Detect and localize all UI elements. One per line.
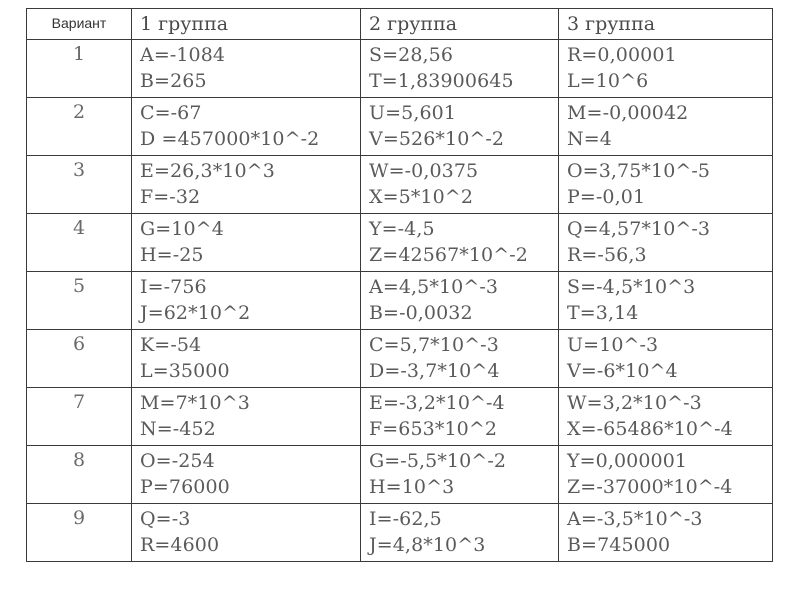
value-entry: D =457000*10^-2	[140, 128, 320, 150]
value-entry: I=-62,5	[369, 508, 442, 530]
value-pair	[559, 214, 772, 268]
value-entry: F=-32	[140, 186, 201, 208]
group-2-cell	[361, 98, 559, 156]
value-pair	[132, 446, 360, 500]
variant-number-cell	[27, 330, 132, 388]
group-2-cell	[361, 504, 559, 562]
value-entry: Z=-37000*10^-4	[567, 476, 733, 498]
value-entry: V=526*10^-2	[369, 128, 505, 150]
value-pair	[361, 504, 558, 558]
group-2-cell	[361, 214, 559, 272]
group-3-cell	[559, 156, 773, 214]
variant-number-cell	[27, 388, 132, 446]
variant-number: 7	[72, 391, 86, 413]
table-row	[27, 214, 773, 272]
value-entry: E=26,3*10^3	[140, 160, 275, 182]
value-pair	[559, 156, 772, 210]
value-entry: Y=-4,5	[369, 218, 435, 240]
value-entry: P=76000	[140, 476, 230, 498]
group-1-cell	[132, 446, 361, 504]
value-entry: Y=0,000001	[567, 450, 688, 472]
value-pair	[361, 40, 558, 94]
value-pair	[132, 214, 360, 268]
value-pair	[361, 330, 558, 384]
value-pair	[559, 272, 772, 326]
group-2-cell	[361, 388, 559, 446]
header-variant-label: Вариант	[51, 15, 107, 31]
group-1-cell	[132, 504, 361, 562]
value-entry: X=-65486*10^-4	[567, 418, 733, 440]
value-pair	[132, 40, 360, 94]
group-2-cell	[361, 272, 559, 330]
header-variant	[27, 9, 132, 40]
value-pair	[132, 272, 360, 326]
value-pair	[132, 388, 360, 442]
value-entry: W=3,2*10^-3	[567, 392, 702, 414]
value-entry: N=-452	[140, 418, 216, 440]
variant-number: 2	[72, 101, 86, 123]
group-2-cell	[361, 156, 559, 214]
value-entry: R=4600	[140, 534, 220, 556]
group-3-cell	[559, 446, 773, 504]
header-group-1	[132, 9, 361, 40]
value-entry: P=-0,01	[567, 186, 646, 208]
value-entry: A=-3,5*10^-3	[567, 508, 703, 530]
group-3-cell	[559, 98, 773, 156]
header-group-3-label: 3 группа	[567, 13, 656, 35]
value-entry: T=1,83900645	[369, 70, 514, 92]
group-1-cell	[132, 388, 361, 446]
value-pair	[559, 446, 772, 500]
value-entry: R=-56,3	[567, 244, 647, 266]
value-entry: J=4,8*10^3	[369, 534, 486, 556]
value-entry: D=-3,7*10^4	[369, 360, 500, 382]
value-entry: K=-54	[140, 334, 202, 356]
header-group-1-label: 1 группа	[140, 13, 229, 35]
variant-number-cell	[27, 156, 132, 214]
table-row	[27, 504, 773, 562]
variant-number-cell	[27, 504, 132, 562]
value-entry: E=-3,2*10^-4	[369, 392, 505, 414]
variant-number: 6	[72, 333, 86, 355]
table-row	[27, 156, 773, 214]
group-3-cell	[559, 330, 773, 388]
variant-number: 5	[72, 275, 86, 297]
variant-number-cell	[27, 446, 132, 504]
value-pair	[559, 504, 772, 558]
value-entry: H=10^3	[369, 476, 455, 498]
value-entry: W=-0,0375	[369, 160, 479, 182]
value-entry: B=265	[140, 70, 207, 92]
variant-number: 1	[72, 43, 86, 65]
group-3-cell	[559, 504, 773, 562]
group-3-cell	[559, 388, 773, 446]
value-entry: G=-5,5*10^-2	[369, 450, 507, 472]
value-pair	[132, 156, 360, 210]
group-2-cell	[361, 40, 559, 98]
value-entry: L=10^6	[567, 70, 649, 92]
table-row	[27, 272, 773, 330]
variant-number-cell	[27, 272, 132, 330]
value-pair	[361, 272, 558, 326]
value-pair	[559, 40, 772, 94]
value-entry: F=653*10^2	[369, 418, 498, 440]
table-row	[27, 330, 773, 388]
table-row	[27, 40, 773, 98]
table-row	[27, 98, 773, 156]
value-entry: G=10^4	[140, 218, 224, 240]
group-1-cell	[132, 98, 361, 156]
header-group-3	[559, 9, 773, 40]
value-entry: I=-756	[140, 276, 207, 298]
variant-number-cell	[27, 98, 132, 156]
group-3-cell	[559, 272, 773, 330]
table-row	[27, 388, 773, 446]
value-entry: J=62*10^2	[140, 302, 251, 324]
value-entry: M=-0,00042	[567, 102, 689, 124]
value-pair	[559, 330, 772, 384]
value-entry: B=745000	[567, 534, 671, 556]
value-pair	[361, 98, 558, 152]
value-entry: Z=42567*10^-2	[369, 244, 528, 266]
value-entry: A=-1084	[140, 44, 226, 66]
header-group-2	[361, 9, 559, 40]
value-entry: H=-25	[140, 244, 204, 266]
group-1-cell	[132, 156, 361, 214]
value-pair	[361, 214, 558, 268]
value-entry: X=5*10^2	[369, 186, 474, 208]
value-entry: Q=-3	[140, 508, 191, 530]
table-row	[27, 446, 773, 504]
header-group-2-label: 2 группа	[369, 13, 458, 35]
value-entry: V=-6*10^4	[567, 360, 678, 382]
variant-number-cell	[27, 214, 132, 272]
value-entry: U=5,601	[369, 102, 457, 124]
header-row	[27, 9, 773, 40]
group-3-cell	[559, 40, 773, 98]
value-entry: S=28,56	[369, 44, 454, 66]
value-pair	[559, 388, 772, 442]
value-entry: B=-0,0032	[369, 302, 473, 324]
value-pair	[132, 330, 360, 384]
value-entry: S=-4,5*10^3	[567, 276, 696, 298]
group-2-cell	[361, 330, 559, 388]
value-entry: L=35000	[140, 360, 230, 382]
value-entry: O=3,75*10^-5	[567, 160, 711, 182]
value-pair	[132, 504, 360, 558]
variant-number: 8	[72, 449, 86, 471]
group-2-cell	[361, 446, 559, 504]
variant-number-cell	[27, 40, 132, 98]
value-entry: N=4	[567, 128, 612, 150]
value-pair	[361, 156, 558, 210]
group-1-cell	[132, 40, 361, 98]
variant-number: 4	[72, 217, 86, 239]
value-entry: C=-67	[140, 102, 202, 124]
variants-table	[26, 8, 773, 562]
group-1-cell	[132, 330, 361, 388]
group-1-cell	[132, 272, 361, 330]
value-entry: U=10^-3	[567, 334, 659, 356]
value-entry: C=5,7*10^-3	[369, 334, 499, 356]
value-entry: O=-254	[140, 450, 215, 472]
value-entry: R=0,00001	[567, 44, 677, 66]
value-entry: T=3,14	[567, 302, 639, 324]
value-entry: A=4,5*10^-3	[369, 276, 499, 298]
value-pair	[361, 388, 558, 442]
group-1-cell	[132, 214, 361, 272]
variant-number: 9	[72, 507, 86, 529]
group-3-cell	[559, 214, 773, 272]
value-pair	[559, 98, 772, 152]
value-pair	[132, 98, 360, 152]
value-pair	[361, 446, 558, 500]
table-body	[27, 40, 773, 562]
value-entry: M=7*10^3	[140, 392, 250, 414]
value-entry: Q=4,57*10^-3	[567, 218, 711, 240]
variant-number: 3	[72, 159, 86, 181]
